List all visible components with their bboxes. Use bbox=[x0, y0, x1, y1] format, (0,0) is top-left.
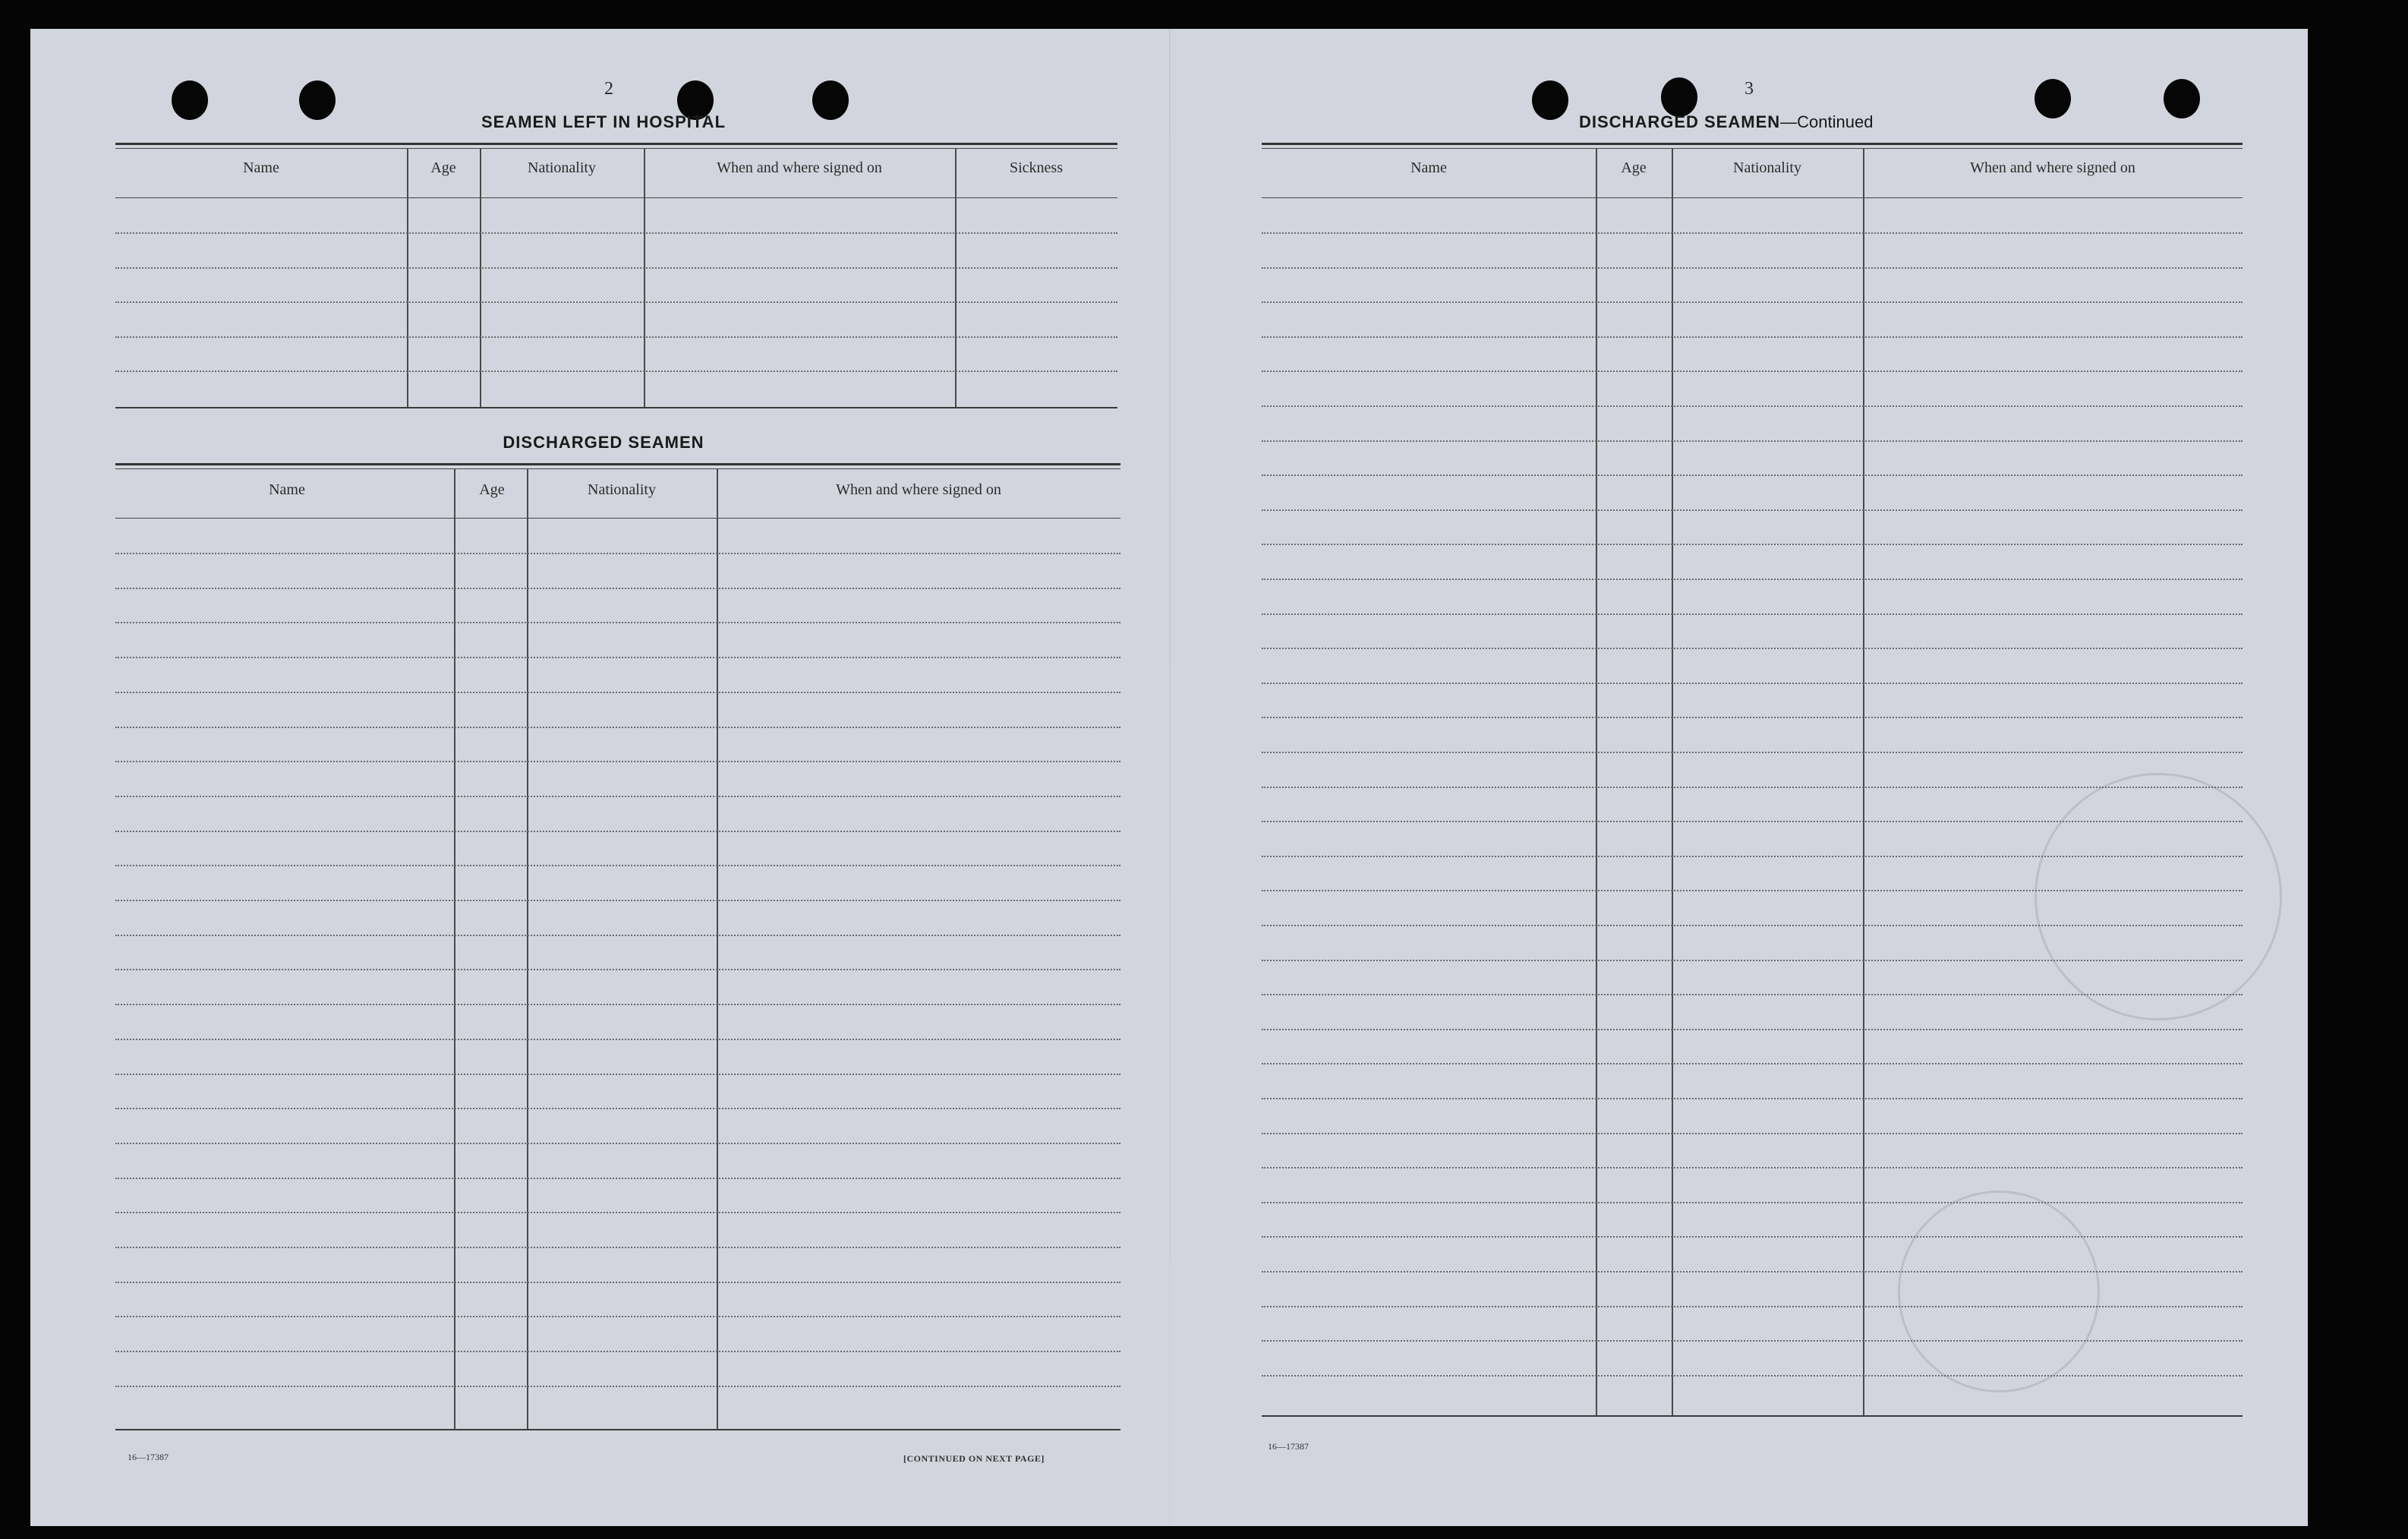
table-row-line bbox=[115, 1178, 1120, 1179]
table-row-line bbox=[115, 336, 1117, 338]
table-row-line bbox=[1262, 1202, 2243, 1203]
table-row-line bbox=[115, 900, 1120, 901]
column-header-nationality: Nationality bbox=[588, 481, 656, 498]
table-top-rule bbox=[115, 468, 1120, 469]
table-row-line bbox=[115, 371, 1117, 372]
form-number: 16—17387 bbox=[1268, 1441, 1309, 1452]
column-header-sickness: Sickness bbox=[1010, 159, 1063, 176]
table-row-line bbox=[115, 796, 1120, 797]
table-row-line bbox=[1262, 683, 2243, 684]
table-row-line bbox=[115, 1386, 1120, 1387]
header-underline bbox=[115, 518, 1120, 519]
table-row-line bbox=[115, 865, 1120, 866]
column-divider bbox=[1672, 149, 1673, 1415]
form-number: 16—17387 bbox=[128, 1452, 169, 1462]
table-row-line bbox=[115, 1316, 1120, 1317]
table-row-line bbox=[115, 1247, 1120, 1248]
column-header-age: Age bbox=[479, 481, 505, 498]
table-row-line bbox=[1262, 613, 2243, 615]
column-header-signed-on: When and where signed on bbox=[1970, 159, 2135, 176]
table-row-line bbox=[115, 727, 1120, 728]
table-row-line bbox=[115, 1143, 1120, 1144]
page-number: 3 bbox=[1745, 79, 1754, 99]
column-header-nationality: Nationality bbox=[528, 159, 596, 176]
table-row-line bbox=[1262, 405, 2243, 407]
scanned-form-sheet bbox=[30, 29, 2308, 1526]
continued-note: [CONTINUED ON NEXT PAGE] bbox=[903, 1453, 1045, 1464]
column-divider bbox=[527, 469, 528, 1429]
table-row-line bbox=[1262, 475, 2243, 476]
table-row-line bbox=[1262, 371, 2243, 372]
column-divider bbox=[407, 149, 408, 407]
table-row-line bbox=[115, 267, 1117, 269]
table-row-line bbox=[1262, 752, 2243, 753]
column-header-age: Age bbox=[430, 159, 456, 176]
table-row-line bbox=[1262, 1236, 2243, 1238]
table-row-line bbox=[1262, 509, 2243, 511]
column-header-age: Age bbox=[1621, 159, 1647, 176]
table-row-line bbox=[115, 692, 1120, 693]
column-divider bbox=[480, 149, 481, 407]
table-row-line bbox=[1262, 1340, 2243, 1342]
table-top-rule bbox=[115, 143, 1117, 145]
table-top-rule bbox=[115, 463, 1120, 465]
table-row-line bbox=[1262, 960, 2243, 961]
table-row-line bbox=[1262, 925, 2243, 926]
table-row-line bbox=[1262, 787, 2243, 788]
table-row-line bbox=[1262, 1029, 2243, 1030]
table-row-line bbox=[115, 1212, 1120, 1213]
table-row-line bbox=[1262, 544, 2243, 545]
column-header-signed-on: When and where signed on bbox=[717, 159, 882, 176]
table-row-line bbox=[115, 1039, 1120, 1040]
table-row-line bbox=[115, 232, 1117, 234]
table-row-line bbox=[115, 553, 1120, 554]
table-row-line bbox=[1262, 890, 2243, 891]
column-header-signed-on: When and where signed on bbox=[836, 481, 1001, 498]
column-header-nationality: Nationality bbox=[1733, 159, 1801, 176]
column-divider bbox=[717, 469, 718, 1429]
table-row-line bbox=[115, 1004, 1120, 1005]
table-row-line bbox=[1262, 440, 2243, 442]
table-row-line bbox=[115, 622, 1120, 623]
table-row-line bbox=[115, 301, 1117, 303]
table-row-line bbox=[1262, 821, 2243, 822]
table-row-line bbox=[1262, 648, 2243, 649]
column-header-name: Name bbox=[269, 481, 305, 498]
table-row-line bbox=[1262, 267, 2243, 269]
column-divider bbox=[955, 149, 957, 407]
table-row-line bbox=[115, 1074, 1120, 1075]
table-top-rule bbox=[1262, 143, 2243, 145]
table-row-line bbox=[1262, 1133, 2243, 1134]
table-row-line bbox=[115, 761, 1120, 762]
table-row-line bbox=[1262, 994, 2243, 995]
table-row-line bbox=[1262, 232, 2243, 234]
header-underline bbox=[115, 197, 1117, 198]
table-row-line bbox=[1262, 1271, 2243, 1273]
hospital-section-title: SEAMEN LEFT IN HOSPITAL bbox=[481, 112, 726, 131]
table-row-line bbox=[1262, 579, 2243, 580]
table-row-line bbox=[115, 657, 1120, 658]
table-row-line bbox=[1262, 301, 2243, 303]
column-header-name: Name bbox=[1410, 159, 1447, 176]
table-row-line bbox=[115, 969, 1120, 970]
table-row-line bbox=[115, 831, 1120, 832]
table-row-line bbox=[1262, 1306, 2243, 1307]
continued-section-title-suffix: —Continued bbox=[1780, 112, 1874, 131]
continued-section-title bbox=[1579, 112, 1873, 132]
table-row-line bbox=[1262, 1375, 2243, 1377]
right-page bbox=[1169, 29, 2308, 1526]
column-divider bbox=[1863, 149, 1864, 1415]
continued-section-title-text: DISCHARGED SEAMEN bbox=[1579, 112, 1781, 131]
table-row-line bbox=[1262, 1098, 2243, 1099]
page-number: 2 bbox=[604, 79, 613, 99]
table-bottom-rule bbox=[115, 1429, 1120, 1430]
table-row-line bbox=[115, 588, 1120, 589]
table-top-rule bbox=[115, 148, 1117, 149]
table-row-line bbox=[115, 935, 1120, 936]
column-divider bbox=[454, 469, 455, 1429]
column-header-name: Name bbox=[243, 159, 279, 176]
table-top-rule bbox=[1262, 148, 2243, 149]
table-row-line bbox=[1262, 1063, 2243, 1064]
table-row-line bbox=[1262, 856, 2243, 857]
header-underline bbox=[1262, 197, 2243, 198]
table-bottom-rule bbox=[1262, 1415, 2243, 1417]
table-bottom-rule bbox=[115, 407, 1117, 408]
left-page bbox=[30, 29, 1169, 1526]
table-row-line bbox=[115, 1108, 1120, 1109]
discharged-section-title: DISCHARGED SEAMEN bbox=[503, 433, 704, 452]
table-row-line bbox=[1262, 1167, 2243, 1168]
table-row-line bbox=[1262, 717, 2243, 718]
table-row-line bbox=[115, 1282, 1120, 1283]
table-row-line bbox=[115, 1351, 1120, 1352]
column-divider bbox=[1596, 149, 1597, 1415]
column-divider bbox=[644, 149, 645, 407]
table-row-line bbox=[1262, 336, 2243, 338]
